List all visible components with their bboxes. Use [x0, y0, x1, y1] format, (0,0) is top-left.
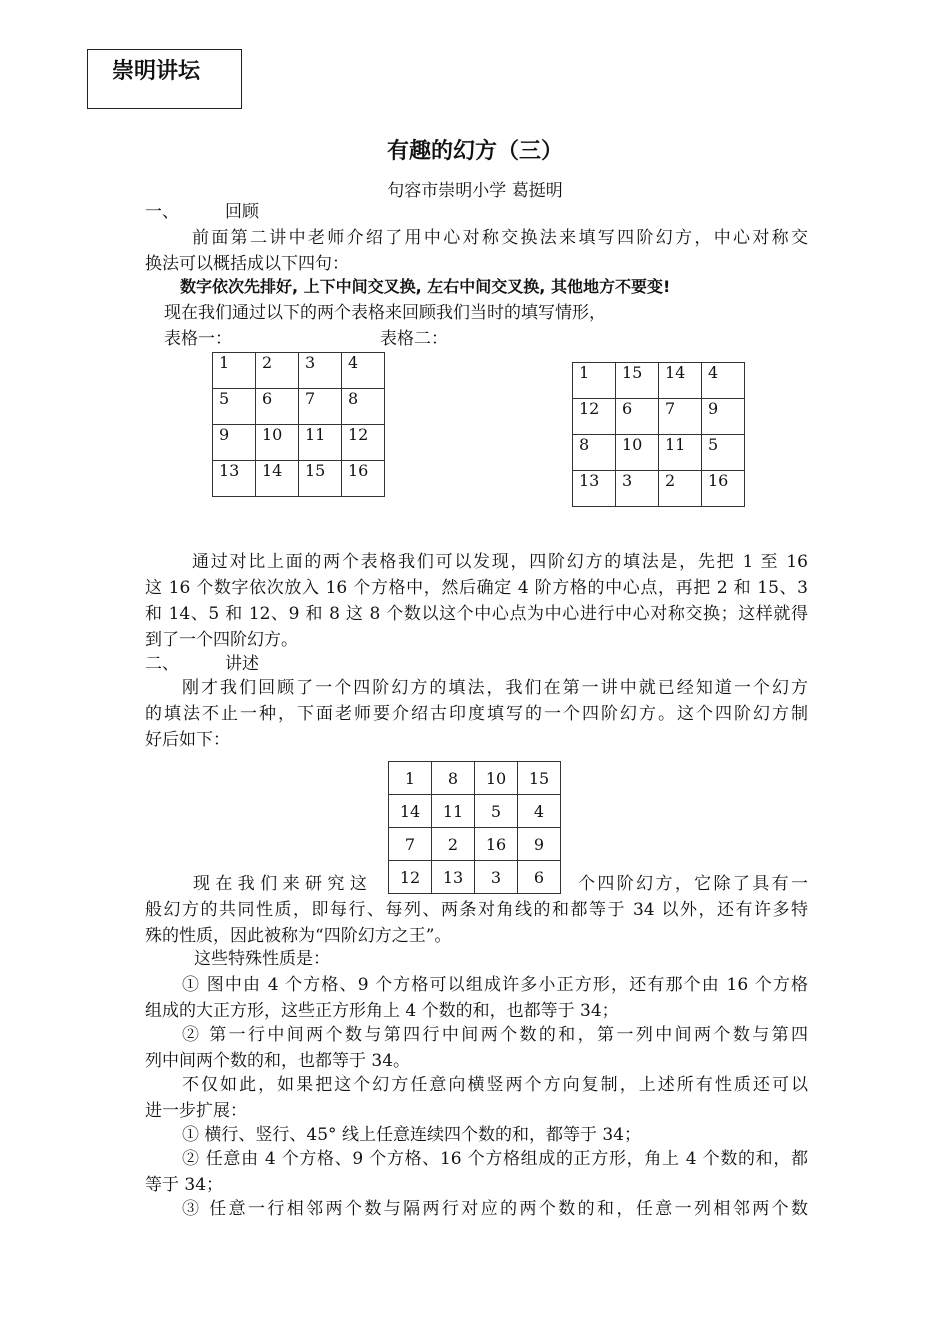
para3-line1: 通过对比上面的两个表格我们可以发现，四阶幻方的填法是，先把 1 至 16 — [192, 552, 808, 572]
para6: 这些特殊性质是： — [194, 949, 330, 969]
table-row — [389, 762, 561, 795]
author: 句容市崇明小学 葛挺明 — [387, 181, 563, 201]
table-cell: 9 — [518, 828, 561, 861]
table-cell: 8 — [573, 435, 616, 471]
table-cell: 13 — [573, 471, 616, 507]
table-cell: 10 — [616, 435, 659, 471]
table-cell: 4 — [518, 795, 561, 828]
table-row — [573, 363, 745, 399]
table-cell: 1 — [573, 363, 616, 399]
table-cell: 11 — [432, 795, 475, 828]
table-cell: 7 — [389, 828, 432, 861]
table-cell: 16 — [702, 471, 745, 507]
table-cell: 15 — [299, 461, 342, 497]
table-cell: 8 — [342, 389, 385, 425]
table-cell: 10 — [475, 762, 518, 795]
table-cell: 11 — [659, 435, 702, 471]
rule-text: 数字依次先排好, 上下中间交叉换, 左右中间交叉换, 其他地方不要变! — [180, 277, 671, 296]
para3-line3: 和 14、5 和 12、9 和 8 这 8 个数以这个中心点为中心进行中心对称交换；这样就得 — [145, 604, 808, 624]
para4-line3: 好后如下： — [145, 730, 230, 750]
table-cell: 1 — [389, 762, 432, 795]
para3-line4: 到了一个四阶幻方。 — [145, 630, 298, 650]
table-cell: 5 — [213, 389, 256, 425]
table-row — [389, 861, 561, 894]
para5-left: 现 在 我 们 来 研 究 这 — [193, 874, 367, 894]
table-row — [573, 399, 745, 435]
table-cell: 9 — [702, 399, 745, 435]
table-row — [389, 828, 561, 861]
table-cell: 8 — [432, 762, 475, 795]
table-cell: 4 — [342, 353, 385, 389]
para7-line1: 不仅如此，如果把这个幻方任意向横竖两个方向复制，上述所有性质还可以 — [182, 1075, 808, 1095]
table-cell: 2 — [432, 828, 475, 861]
table-cell: 12 — [573, 399, 616, 435]
table-row — [213, 353, 385, 389]
item4-line2: 等于 34； — [145, 1175, 224, 1195]
table-row — [213, 389, 385, 425]
table-cell: 5 — [475, 795, 518, 828]
table-cell: 4 — [702, 363, 745, 399]
table-cell: 13 — [213, 461, 256, 497]
para7-line2: 进一步扩展： — [145, 1101, 247, 1121]
table-three — [388, 761, 561, 894]
section2-heading: 二、 讲述 — [145, 654, 259, 674]
table-cell: 14 — [659, 363, 702, 399]
table-row — [573, 471, 745, 507]
table-cell: 3 — [299, 353, 342, 389]
table-two — [572, 362, 745, 507]
table-cell: 6 — [518, 861, 561, 894]
table2-label: 表格二： — [380, 329, 448, 349]
table-cell: 11 — [299, 425, 342, 461]
para5-line2: 殊的性质，因此被称为“四阶幻方之王”。 — [145, 926, 452, 946]
table-row — [213, 425, 385, 461]
item3: ① 横行、竖行、45° 线上任意连续四个数的和，都等于 34； — [182, 1125, 641, 1145]
para4-line2: 的填法不止一种，下面老师要介绍古印度填写的一个四阶幻方。这个四阶幻方制 — [145, 704, 808, 724]
table-cell: 15 — [616, 363, 659, 399]
table-row — [213, 461, 385, 497]
table-cell: 12 — [389, 861, 432, 894]
table-cell: 16 — [475, 828, 518, 861]
item1-line1: ① 图中由 4 个方格、9 个方格可以组成许多小正方形，还有那个由 16 个方格 — [182, 975, 808, 995]
para1-line2: 换法可以概括成以下四句： — [145, 254, 349, 274]
table-cell: 5 — [702, 435, 745, 471]
table-cell: 10 — [256, 425, 299, 461]
para4-line1: 刚才我们回顾了一个四阶幻方的填法，我们在第一讲中就已经知道一个幻方 — [182, 678, 808, 698]
table-cell: 6 — [616, 399, 659, 435]
item2-line2: 列中间两个数的和，也都等于 34。 — [145, 1051, 411, 1071]
para2: 现在我们通过以下的两个表格来回顾我们当时的填写情形， — [164, 303, 606, 323]
table-row — [573, 435, 745, 471]
para5-line1: 般幻方的共同性质，即每行、每列、两条对角线的和都等于 34 以外，还有许多特 — [145, 900, 808, 920]
table-row — [389, 795, 561, 828]
table-cell: 2 — [659, 471, 702, 507]
table-cell: 1 — [213, 353, 256, 389]
table-cell: 3 — [616, 471, 659, 507]
page-title: 有趣的幻方（三） — [386, 139, 563, 164]
table-cell: 7 — [299, 389, 342, 425]
item2-line1: ② 第一行中间两个数与第四行中间两个数的和，第一列中间两个数与第四 — [182, 1025, 808, 1045]
table-cell: 12 — [342, 425, 385, 461]
table1-label: 表格一： — [164, 329, 232, 349]
para5-right: 个四阶幻方，它除了具有一 — [578, 874, 808, 894]
table-one — [212, 352, 385, 497]
para1-line1: 前面第二讲中老师介绍了用中心对称交换法来填写四阶幻方，中心对称交 — [192, 228, 808, 248]
table-cell: 3 — [475, 861, 518, 894]
table-cell: 15 — [518, 762, 561, 795]
table-cell: 14 — [389, 795, 432, 828]
table-cell: 7 — [659, 399, 702, 435]
para3-line2: 这 16 个数字依次放入 16 个方格中，然后确定 4 阶方格的中心点，再把 2 和 15、3 — [145, 578, 808, 598]
table-cell: 9 — [213, 425, 256, 461]
item5: ③ 任意一行相邻两个数与隔两行对应的两个数的和，任意一列相邻两个数 — [182, 1199, 808, 1219]
item1-line2: 组成的大正方形，这些正方形角上 4 个数的和，也都等于 34； — [145, 1001, 619, 1021]
table-cell: 13 — [432, 861, 475, 894]
table-cell: 16 — [342, 461, 385, 497]
header-box: 崇明讲坛 — [87, 49, 242, 109]
table-cell: 2 — [256, 353, 299, 389]
table-cell: 6 — [256, 389, 299, 425]
section1-heading: 一、 回顾 — [145, 202, 259, 222]
item4-line1: ② 任意由 4 个方格、9 个方格、16 个方格组成的正方形，角上 4 个数的和，都 — [182, 1149, 808, 1169]
table-cell: 14 — [256, 461, 299, 497]
